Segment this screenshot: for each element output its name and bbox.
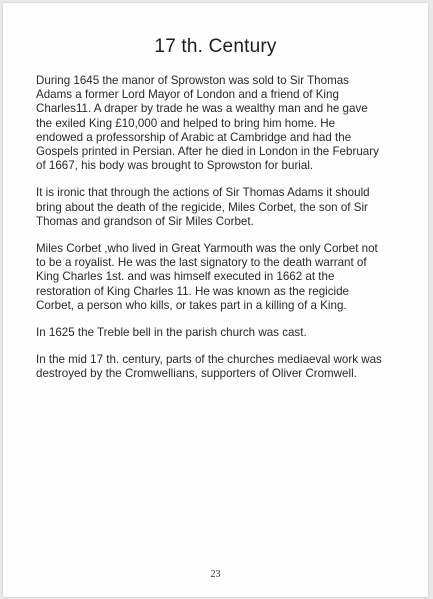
text-line: destroyed by the Cromwellians, supporters of Oliver Cromwell. [36, 367, 357, 381]
document-page [3, 3, 428, 597]
text-line: restoration of King Charles 11. He was known as the regicide [36, 284, 349, 298]
text-line: endowed a professorship of Arabic at Cambridge and had the [36, 130, 352, 144]
text-line: Thomas and grandson of Sir Miles Corbet. [36, 214, 254, 228]
paragraph-2 [36, 186, 386, 229]
paragraph-4 [36, 326, 386, 340]
paragraph-1 [36, 74, 386, 173]
text-line: Adams a former Lord Mayor of London and a friend of King [36, 88, 339, 102]
text-line: of 1667, his body was brought to Sprowston for burial. [36, 159, 314, 173]
text-line: It is ironic that through the actions of Sir Thomas Adams it should [36, 186, 370, 200]
text-line: Charles11. A draper by trade he was a wealthy man and he gave [36, 102, 368, 116]
text-line: In 1625 the Treble bell in the parish church was cast. [36, 326, 307, 340]
text-line: Gospels printed in Persian. After he died in London in the February [36, 145, 379, 159]
text-line: Corbet, a person who kills, or takes part in a killing of a King. [36, 298, 347, 312]
text-line: In the mid 17 th. century, parts of the churches mediaeval work was [36, 353, 382, 367]
text-line: bring about the death of the regicide, Miles Corbet, the son of Sir [36, 200, 368, 214]
text-line: During 1645 the manor of Sprowston was sold to Sir Thomas [36, 74, 349, 87]
paragraph-3 [36, 242, 386, 313]
page-title: 17 th. Century [154, 36, 277, 57]
text-line: to be a royalist. He was the last signatory to the death warrant of [36, 256, 367, 270]
paragraph-5 [36, 353, 386, 381]
text-line: the exiled King £10,000 and helped to bring him home. He [36, 116, 336, 130]
body-text [36, 74, 386, 395]
text-line: Miles Corbet ,who lived in Great Yarmouth was the only Corbet not [36, 242, 378, 256]
page-number: 23 [210, 569, 221, 580]
text-line: King Charles 1st. and was himself executed in 1662 at the [36, 270, 335, 284]
